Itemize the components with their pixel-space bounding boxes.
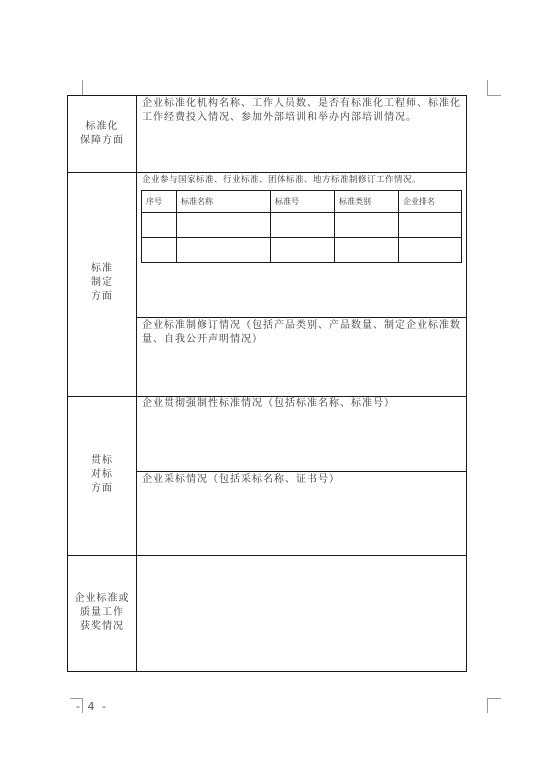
crop-mark [487, 80, 488, 95]
label-line: 方面 [91, 291, 113, 302]
label-line: 标准 [91, 263, 113, 274]
subrow-divider [136, 471, 467, 472]
col-header-standard-name: 标准名称 [177, 191, 271, 213]
benchmark-mandatory-text: 企业贯彻强制性标准情况（包括标准名称、标准号） [142, 398, 395, 409]
page-number: - 4 - [76, 700, 108, 713]
formulation-participation-text: 企业参与国家标准、行业标准、团体标准、地方标准制修订工作情况。 [142, 175, 422, 185]
section-label-awards [68, 592, 136, 634]
table-cell[interactable] [335, 213, 399, 238]
col-header-standard-category: 标准类别 [335, 191, 399, 213]
label-line: 制定 [91, 277, 113, 288]
label-line: 保障方面 [80, 135, 124, 146]
formulation-revision-text: 企业标准制修订情况（包括产品类别、产品数量、制定企业标准数量、自我公开声明情况） [142, 320, 461, 345]
column-divider [136, 95, 137, 672]
label-line: 企业标准或 [74, 593, 130, 604]
table-cell[interactable] [399, 238, 462, 263]
table-cell[interactable] [177, 213, 271, 238]
label-line: 对标 [91, 469, 113, 480]
table-row [142, 238, 462, 263]
table-cell[interactable] [142, 238, 177, 263]
table-border [67, 95, 68, 672]
table-border [67, 671, 467, 672]
crop-mark [70, 698, 82, 699]
guarantee-description: 企业标准化机构名称、工作人员数、是否有标准化工程师、标准化工作经费投入情况、参加外部培训和举办内部培训情况。 [142, 98, 461, 123]
standards-table [141, 190, 462, 263]
crop-mark [487, 698, 501, 699]
label-line: 标准化 [85, 121, 119, 132]
col-header-index: 序号 [142, 191, 177, 213]
table-cell[interactable] [399, 213, 462, 238]
crop-mark [487, 698, 488, 713]
table-border [466, 95, 467, 672]
table-cell[interactable] [271, 238, 335, 263]
label-line: 方面 [91, 483, 113, 494]
row-divider [67, 555, 467, 556]
table-header-row [142, 191, 462, 213]
table-cell[interactable] [142, 213, 177, 238]
label-line: 获奖情况 [80, 621, 124, 632]
label-line: 贯标 [91, 455, 113, 466]
benchmark-adoption-text: 企业采标情况（包括采标名称、证书号） [142, 474, 340, 485]
table-cell[interactable] [335, 238, 399, 263]
crop-mark [487, 95, 501, 96]
table-cell[interactable] [177, 238, 271, 263]
section-label-formulation [68, 262, 136, 304]
table-border [67, 95, 467, 96]
section-label-benchmark [68, 454, 136, 496]
col-header-standard-number: 标准号 [271, 191, 335, 213]
col-header-company-rank: 企业排名 [399, 191, 462, 213]
table-row [142, 213, 462, 238]
subrow-divider [136, 317, 467, 318]
crop-mark [82, 80, 83, 95]
table-cell[interactable] [271, 213, 335, 238]
label-line: 质量工作 [80, 607, 124, 618]
section-label-guarantee [68, 120, 136, 148]
